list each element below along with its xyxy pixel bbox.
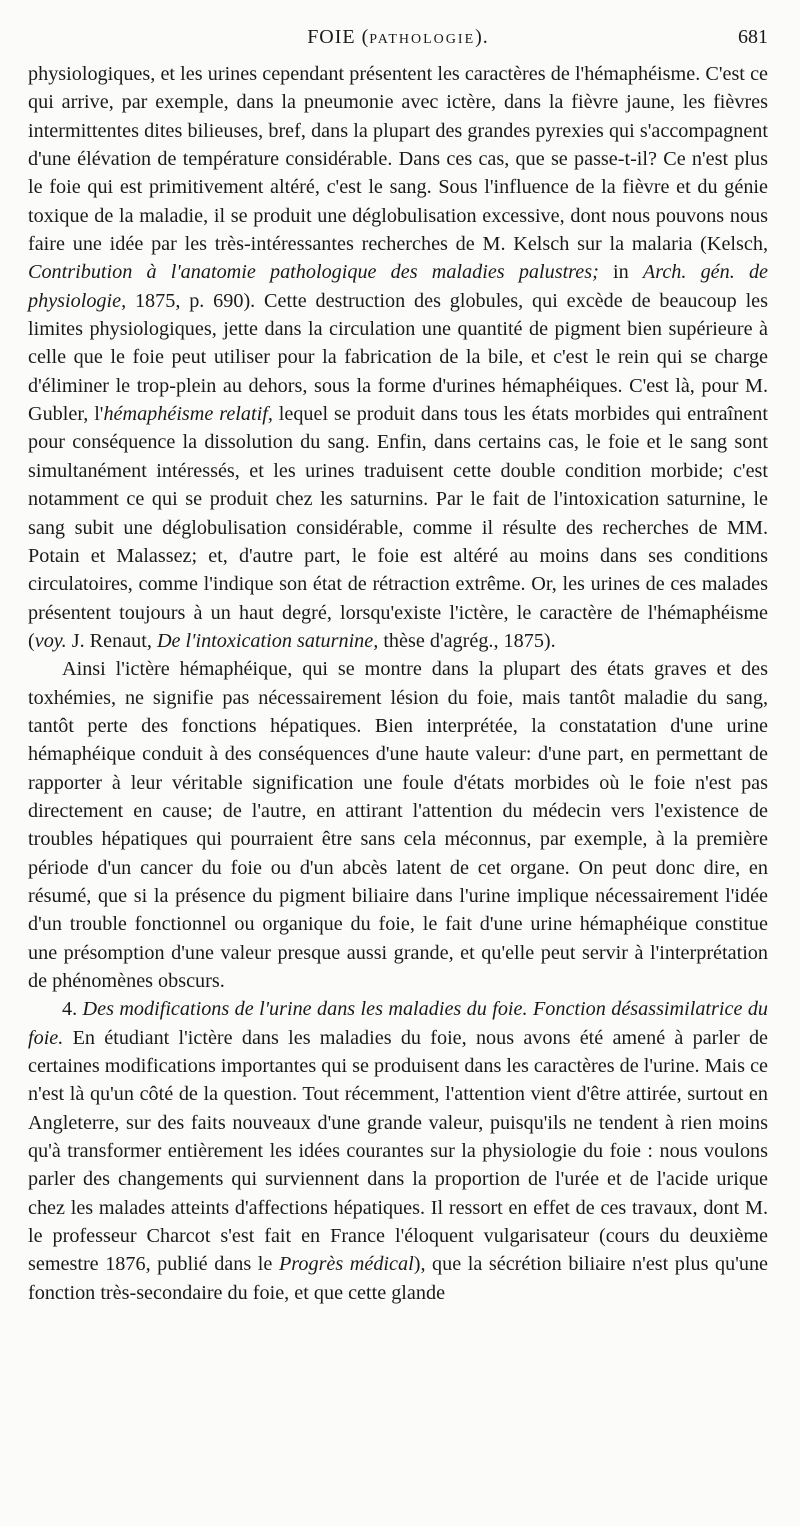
italic-text: Progrès médical [278, 1253, 414, 1276]
italic-text: Contribution à l'anatomie pathologique des maladies palustres; [28, 261, 599, 284]
text-run: J. Renaut, [66, 629, 157, 652]
text-run: 4. [62, 998, 83, 1021]
text-run: ), que la sécrétion biliaire n'est plus qu'une fonction très-secondaire du foie, et que cette glande [28, 1253, 769, 1304]
text-run: lequel se produit dans tous les états morbides qui entraînent pour conséquence la dissolution du sang. Enfin, dans certains cas, le foie et le sang sont simultanément intéressés, et les urines traduisent cette double condition morbide; c'est notamment ce qui se produit chez les saturnins. Par le fait de l'intoxication saturnine, le sang subit une déglobulisation considérable, comme il résulte des recherches de MM. Potain et Malassez; et, d'autre part, le foie est altéré au moins dans ses conditions circulatoires, comme l'indique son état de rétraction extrême. Or, les urines de ces malades présentent toujours à un haut degré, lorsqu'existe l'ictère, le caractère de l'hémaphéisme ( [28, 403, 769, 652]
running-title-subject: PATHOLOGIE [369, 32, 476, 47]
running-title: FOIE (PATHOLOGIE). [307, 26, 489, 48]
page-number: 681 [738, 26, 768, 48]
italic-text: hémaphéisme relatif, [103, 403, 273, 426]
book-page [28, 26, 768, 1307]
italic-text: voy. [34, 629, 67, 652]
text-run: in [598, 261, 643, 284]
italic-text: Arch. gén. de physiologie, [28, 261, 768, 312]
text-run: thèse d'agrég., 1875). [378, 629, 556, 652]
paragraph-section-4 [28, 995, 768, 1307]
text-run: 1875, p. 690). Cette destruction des globules, qui excède de beaucoup les limites physiologiques, jette dans la circulation une quantité de pigment bien supérieure à celle que le foie peut utiliser pour la fabrication de la bile, et c'est le rein qui se charge d'éliminer le trop-plein au dehors, sous la forme d'urines hémaphéiques. C'est là, pour M. Gubler, l' [28, 289, 768, 426]
paragraph-ainsi [28, 655, 768, 995]
text-run: En étudiant l'ictère dans les maladies du foie, nous avons été amené à parler de certaines modifications importantes qui se produisent dans les caractères de l'urine. Mais ce n'est là qu'un côté de la question. Tout récemment, l'attention vient d'être attirée, surtout en Angleterre, sur des faits nouveaux d'une grande valeur, puisqu'ils ne tendent à rien moins qu'à transformer entièrement les idées courantes sur la physiologie du foie : nous voulons parler des changements qui surviennent dans la proportion de l'urée et de l'acide urique chez les malades atteints d'affections hépatiques. Il ressort en effet de ces travaux, dont M. le professeur Charcot s'est fait en France l'éloquent vulgarisateur (cours du deuxième semestre 1876, publié dans le [28, 1026, 768, 1276]
italic-text: Des modifications de l'urine dans les maladies du foie. Fonction désassimilatrice du foie. [28, 998, 769, 1049]
text-run: physiologiques, et les urines cependant présentent les caractères de l'hémaphéisme. C'est ce qui arrive, par exemple, dans la pneumonie avec ictère, dans la fièvre jaune, les fièvres intermittentes dites bilieuses, bref, dans la plupart des grandes pyrexies qui s'accompagnent d'une élévation de température considérable. Dans ces cas, que se passe-t-il? Ce n'est plus le foie qui est primitivement altéré, c'est le sang. Sous l'influence de la fièvre et du génie toxique de la maladie, il se produit une déglobulisation excessive, dont nous pouvons nous faire une idée par les très-intéressantes recherches de M. Kelsch sur la malaria (Kelsch, [28, 63, 768, 256]
running-head [28, 26, 768, 60]
paragraph-continued [28, 60, 768, 655]
italic-text: De l'intoxication saturnine, [156, 629, 379, 652]
text-run: Ainsi l'ictère hémaphéique, qui se montre dans la plupart des états graves et des toxhémies, ne signifie pas nécessairement lésion du foie, mais tantôt maladie du sang, tantôt perte des fonctions hépatiques. Bien interprétée, la constatation d'une urine hémaphéique conduit à des conséquences d'une haute valeur: d'une part, en permettant de rapporter à leur véritable signification une foule d'états morbides où le foie n'est pas directement en cause; de l'autre, en attirant l'attention du médecin vers l'existence de troubles hépatiques qui pourraient être sans cela méconnus, par exemple, à la première période d'un cancer du foie ou d'un abcès latent de cet organe. On peut donc dire, en résumé, que si la présence du pigment biliaire dans l'urine implique nécessairement l'idée d'un trouble fonctionnel ou organique du foie, le fait d'une urine hémaphéique constitue une présomption d'une valeur presque aussi grande, et qu'elle peut servir à l'interprétation de phénomènes obscurs. [28, 658, 768, 992]
